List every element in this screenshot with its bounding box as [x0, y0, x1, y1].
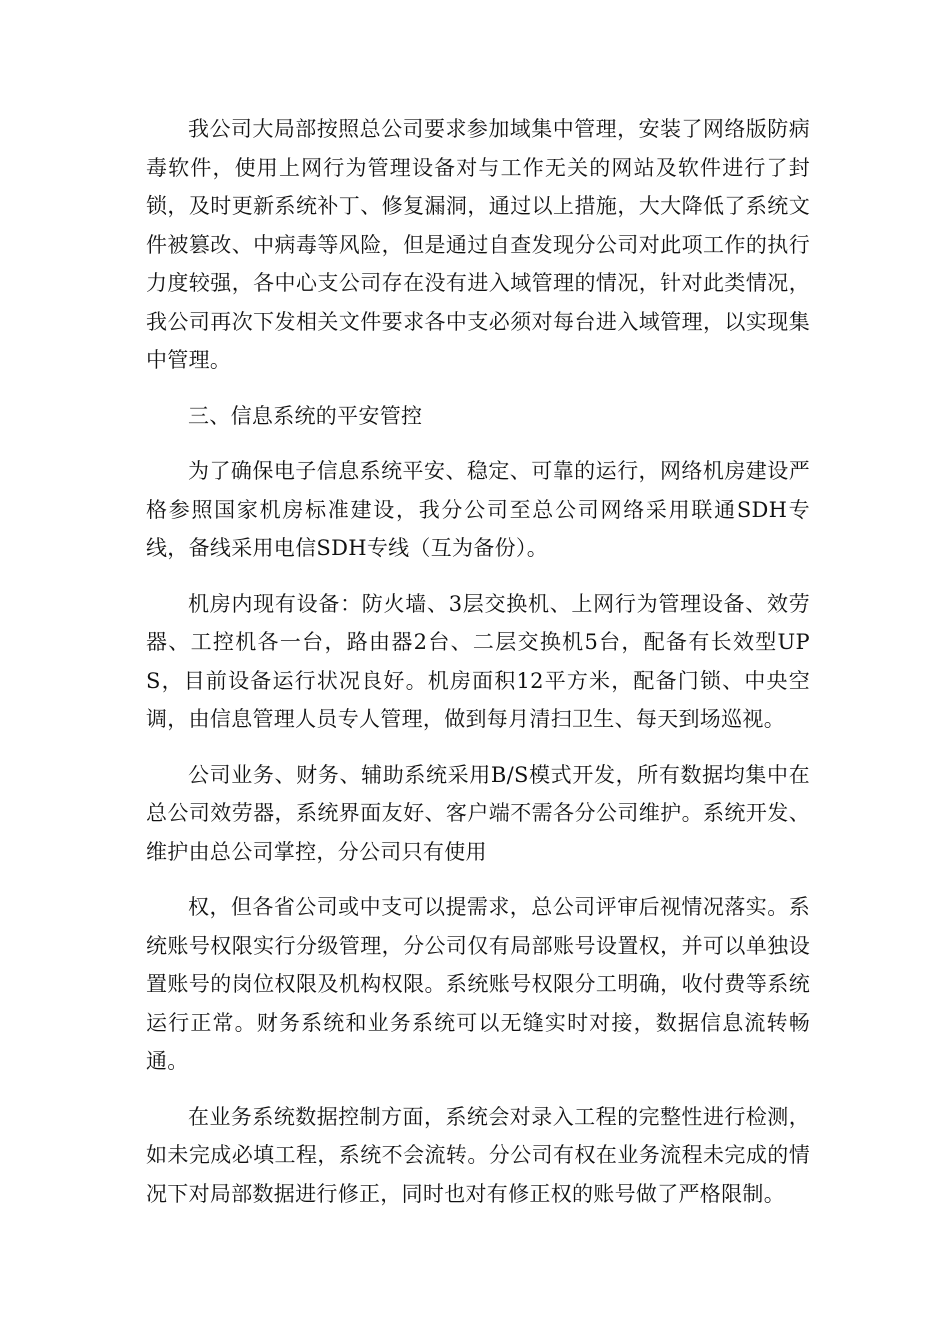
paragraph-domain-management: 我公司大局部按照总公司要求参加域集中管理，安装了网络版防病毒软件，使用上网行为管理设备对与工作无关的网站及软件进行了封锁，及时更新系统补丁、修复漏洞，通过以上措施，大大降低了系统文件被篡改、中病毒等风险，但是通过自查发现分公司对此项工作的执行力度较强，各中心支公司存在没有进入域管理的情况，针对此类情况，我公司再次下发相关文件要求各中支必须对每台进入域管理，以实现集中管理。 [146, 117, 810, 372]
paragraph-account-permissions: 权，但各省公司或中支可以提需求，总公司评审后视情况落实。系统账号权限实行分级管理，分公司仅有局部账号设置权，并可以单独设置账号的岗位权限及机构权限。系统账号权限分工明确，收付费等系统运行正常。财务系统和业务系统可以无缝实时对接，数据信息流转畅通。 [146, 895, 810, 1073]
section-heading-system-security: 三、信息系统的平安管控 [188, 403, 423, 428]
document-body [146, 110, 810, 1230]
paragraph-network-room: 为了确保电子信息系统平安、稳定、可靠的运行，网络机房建设严格参照国家机房标准建设，我分公司至总公司网络采用联通SDH专线，备线采用电信SDH专线（互为备份）。 [146, 459, 810, 560]
paragraph-data-control: 在业务系统数据控制方面，系统会对录入工程的完整性进行检测，如未完成必填工程，系统不会流转。分公司有权在业务流程未完成的情况下对局部数据进行修正，同时也对有修正权的账号做了严格限制。 [146, 1104, 810, 1206]
paragraph-system-development: 公司业务、财务、辅助系统采用B/S模式开发，所有数据均集中在总公司效劳器，系统界面友好、客户端不需各分公司维护。系统开发、维护由总公司掌控，分公司只有使用 [146, 762, 810, 864]
paragraph-equipment: 机房内现有设备：防火墙、3层交换机、上网行为管理设备、效劳器、工控机各一台，路由器2台、二层交换机5台，配备有长效型UPS，目前设备运行状况良好。机房面积12平方米，配备门锁、中央空调，由信息管理人员专人管理，做到每月清扫卫生、每天到场巡视。 [146, 591, 810, 731]
